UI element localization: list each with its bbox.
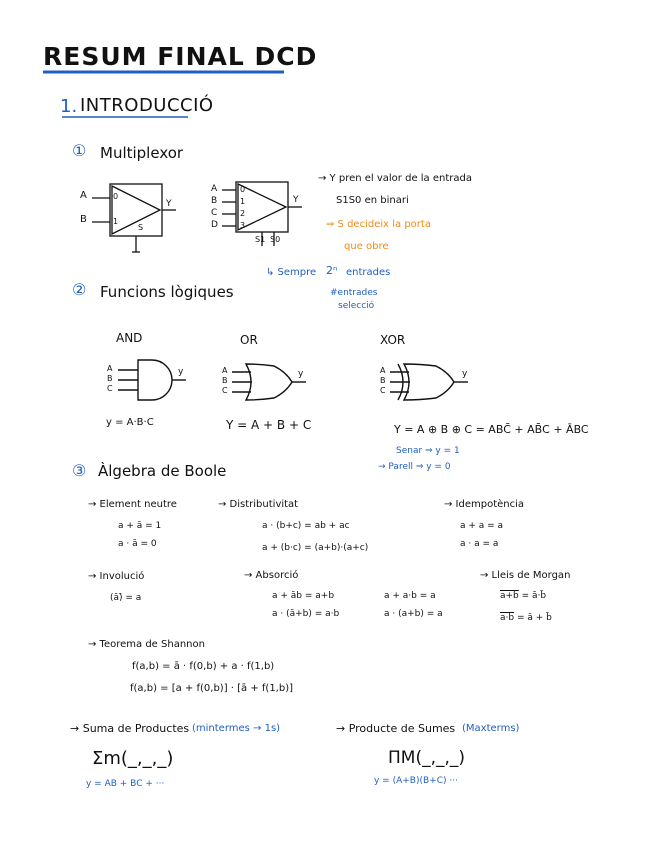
shannon-line1: f(a,b) = ā · f(0,b) + a · f(1,b) bbox=[132, 661, 275, 672]
mux-note-opens: que obre bbox=[344, 241, 389, 252]
idempotency-line1: a + a = a bbox=[460, 521, 504, 531]
sop-note: (mintermes → 1s) bbox=[192, 723, 281, 734]
mux2-symbol bbox=[92, 184, 176, 252]
mux-note-output: → Y pren el valor de la entrada bbox=[318, 173, 472, 184]
distributivity-line2: a + (b·c) = (a+b)·(a+c) bbox=[262, 543, 369, 553]
absorption-line4: a · (a+b) = a bbox=[384, 609, 443, 619]
section-marker-1: ① bbox=[72, 141, 87, 160]
mux4-label-s0: S0 bbox=[270, 235, 281, 244]
or-input-c: C bbox=[222, 386, 228, 395]
morgan-label: → Lleis de Morgan bbox=[480, 570, 571, 581]
xor-even-note: → Parell ⇒ y = 0 bbox=[378, 462, 451, 472]
mux-note-count: #entrades bbox=[330, 288, 378, 298]
absorption-label: → Absorció bbox=[244, 570, 299, 581]
intro-number: 1. bbox=[60, 96, 78, 117]
and-gate-symbol bbox=[118, 360, 186, 400]
mux4-label-a: A bbox=[211, 184, 218, 194]
xor-gate-symbol bbox=[390, 364, 468, 400]
mux4-label-3: 3 bbox=[240, 221, 246, 230]
mux-note-select: ⇒ S decideix la porta bbox=[326, 219, 431, 230]
pos-example: y = (A+B)(B+C) ··· bbox=[374, 776, 458, 786]
and-equation: y = A·B·C bbox=[106, 417, 154, 428]
intro-heading: INTRODUCCIÓ bbox=[80, 95, 214, 116]
neutral-element-line2: a · ā = 0 bbox=[118, 539, 157, 549]
morgan-line1-right: = ā·b̄ bbox=[521, 591, 547, 601]
pos-formula: ΠM(_,_,_) bbox=[388, 748, 466, 768]
shannon-line2: f(a,b) = [a + f(0,b)] · [ā + f(1,b)] bbox=[130, 683, 294, 694]
and-label: AND bbox=[116, 331, 143, 345]
or-input-b: B bbox=[222, 376, 228, 385]
neutral-element-line1: a + ā = 1 bbox=[118, 521, 162, 531]
and-input-c: C bbox=[107, 384, 113, 393]
xor-equation: Y = A ⊕ B ⊕ C = ABC̄ + AB̄C + ĀBC bbox=[394, 423, 589, 436]
mux4-label-d: D bbox=[211, 220, 218, 230]
xor-input-b: B bbox=[380, 376, 386, 385]
mux4-label-2: 2 bbox=[240, 209, 246, 218]
xor-odd-note: Senar ⇒ y = 1 bbox=[396, 446, 460, 456]
mux4-label-0: 0 bbox=[240, 185, 246, 194]
morgan-line1-left: a+b bbox=[500, 591, 519, 601]
sop-label: → Suma de Productes bbox=[70, 722, 190, 735]
mux4-label-1: 1 bbox=[240, 197, 246, 206]
shannon-label: → Teorema de Shannon bbox=[88, 639, 205, 650]
absorption-line2: a · (ā+b) = a·b bbox=[272, 609, 340, 619]
morgan-law-1 bbox=[500, 592, 546, 601]
and-output-y: y bbox=[178, 367, 184, 377]
and-input-b: B bbox=[107, 374, 113, 383]
logic-heading: Funcions lògiques bbox=[100, 283, 234, 301]
mux-note-inputs: entrades bbox=[346, 267, 391, 278]
idempotency-line2: a · a = a bbox=[460, 539, 499, 549]
mux-note-power: 2ⁿ bbox=[326, 264, 338, 277]
mux4-label-s1: S1 bbox=[255, 235, 266, 244]
and-input-a: A bbox=[107, 364, 113, 373]
absorption-line3: a + a·b = a bbox=[384, 591, 436, 601]
morgan-line2-right: = ā + b̄ bbox=[516, 613, 552, 623]
or-input-a: A bbox=[222, 366, 228, 375]
morgan-line2-left: a·b bbox=[500, 613, 515, 623]
morgan-law-2 bbox=[500, 614, 552, 623]
mux2-label-0: 0 bbox=[113, 192, 119, 201]
mux2-label-y: Y bbox=[166, 199, 172, 209]
section-marker-3: ③ bbox=[72, 461, 87, 480]
idempotency-label: → Idempotència bbox=[444, 499, 525, 510]
sop-formula: Σm(_,_,_) bbox=[92, 748, 174, 769]
page-title: RESUM FINAL DCD bbox=[43, 42, 318, 71]
distributivity-line1: a · (b+c) = ab + ac bbox=[262, 521, 350, 531]
mux4-label-b: B bbox=[211, 196, 218, 206]
mux2-label-1: 1 bbox=[113, 217, 119, 226]
mux-note-selection: selecció bbox=[338, 301, 375, 311]
xor-input-c: C bbox=[380, 386, 386, 395]
pos-note: (Maxterms) bbox=[462, 723, 520, 734]
pos-label: → Producte de Sumes bbox=[336, 722, 456, 735]
section-marker-2: ② bbox=[72, 280, 87, 299]
mux2-label-s: S bbox=[138, 223, 144, 232]
xor-output-y: y bbox=[462, 369, 468, 379]
mux-note-always: ↳ Sempre bbox=[266, 267, 317, 278]
neutral-element-label: → Element neutre bbox=[88, 499, 177, 510]
or-gate-symbol bbox=[232, 364, 306, 400]
xor-input-a: A bbox=[380, 366, 386, 375]
involution-label: → Involució bbox=[88, 571, 145, 582]
mux4-label-y: Y bbox=[293, 195, 299, 205]
xor-label: XOR bbox=[380, 333, 406, 347]
mux4-label-c: C bbox=[211, 208, 218, 218]
or-output-y: y bbox=[298, 369, 304, 379]
mux2-label-b: B bbox=[80, 214, 87, 225]
or-label: OR bbox=[240, 333, 258, 347]
boole-heading: Àlgebra de Boole bbox=[98, 462, 227, 480]
multiplexer-heading: Multiplexor bbox=[100, 144, 184, 162]
distributivity-label: → Distributivitat bbox=[218, 499, 299, 510]
absorption-line1: a + āb = a+b bbox=[272, 591, 335, 601]
or-equation: Y = A + B + C bbox=[226, 418, 312, 432]
involution-line1: (ā)̄ = a bbox=[110, 593, 142, 603]
mux-note-binary: S1S0 en binari bbox=[336, 195, 409, 206]
mux2-label-a: A bbox=[80, 190, 87, 201]
sop-example: y = AB + BC + ··· bbox=[86, 779, 165, 789]
